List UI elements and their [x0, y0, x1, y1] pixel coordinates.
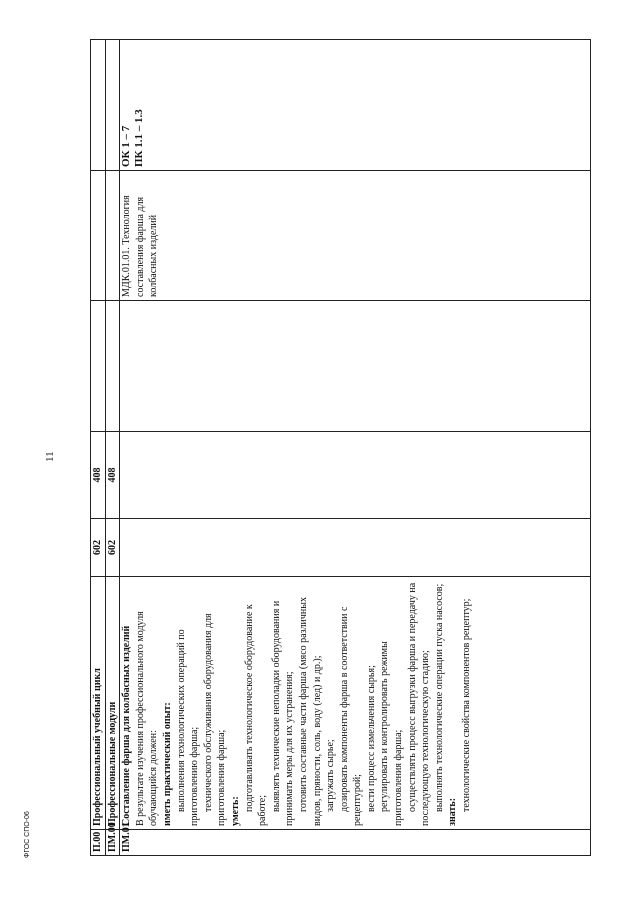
cell-empty: [91, 301, 106, 432]
skills-heading: уметь:: [229, 796, 241, 826]
cell-title: Профессиональные модули: [105, 577, 120, 830]
cell-empty: [91, 171, 106, 301]
table-row-cycle: [91, 40, 106, 856]
module-intro: В результате изучения профессионального модуля обучающийся должен:: [134, 611, 160, 826]
cell-max-hours: [120, 519, 591, 577]
footer-code: ФГОС СПО-06: [24, 811, 31, 858]
cell-empty: [91, 40, 106, 171]
skill-item: вести процесс измельчения сырья;: [365, 665, 377, 812]
skill-item: загружать сырье;: [325, 739, 337, 812]
page-number: 11: [44, 451, 56, 462]
cell-max-hours: 602: [91, 519, 106, 577]
cell-empty: [105, 171, 120, 301]
cell-empty: [105, 301, 120, 432]
skill-item: регулировать и контролировать режимы приготовления фарша;: [379, 641, 405, 826]
knowledge-heading: знать:: [447, 797, 459, 826]
cell-required-hours: [120, 432, 591, 519]
cell-required-hours: 408: [105, 432, 120, 519]
experience-item: выполнения технологических операций по приготовлению фарша;: [175, 629, 201, 826]
cell-discipline: МДК.01.01. Технология составления фарша для колбасных изделий: [120, 171, 591, 301]
cell-title: Профессиональный учебный цикл: [91, 577, 106, 830]
table-row-modules: [105, 40, 120, 856]
knowledge-item: технологические свойства компонентов рецептур;: [461, 598, 473, 812]
rotated-page: [90, 40, 600, 856]
skill-item: осуществлять процесс выгрузки фарша и передачу на последующую технологическую стадию;: [406, 582, 432, 826]
module-title: Составление фарша для колбасных изделий: [121, 625, 133, 826]
cell-max-hours: 602: [105, 519, 120, 577]
cell-required-hours: 408: [91, 432, 106, 519]
cell-code: ПМ.00: [105, 830, 120, 856]
cell-module-content: [120, 577, 591, 830]
cell-competences: ОК 1 – 7 ПК 1.1 – 1.3: [120, 40, 591, 171]
experience-heading: иметь практический опыт:: [161, 702, 173, 826]
skill-item: дозировать компоненты фарша в соответствии с рецептурой;: [338, 606, 364, 826]
skill-item: подготавливать технологическое оборудование к работе;: [243, 604, 269, 826]
cell-code: П.00: [91, 830, 106, 856]
experience-item: технического обслуживания оборудования для приготовления фарша;: [202, 613, 228, 826]
skill-item: выявлять технические неполадки оборудования и принимать меры для их устранения;: [270, 600, 296, 826]
skill-item: выполнять технологические операции пуска насосов;: [433, 583, 445, 812]
skill-item: готовить составные части фарша (мясо различных видов, пряности, соль, воду (лед) и др.);: [297, 597, 323, 826]
cell-empty: [105, 40, 120, 171]
table-row-pm01: [120, 40, 591, 856]
cell-code: ПМ.01: [120, 830, 591, 856]
cell-empty: [120, 301, 591, 432]
curriculum-table: [90, 39, 591, 856]
